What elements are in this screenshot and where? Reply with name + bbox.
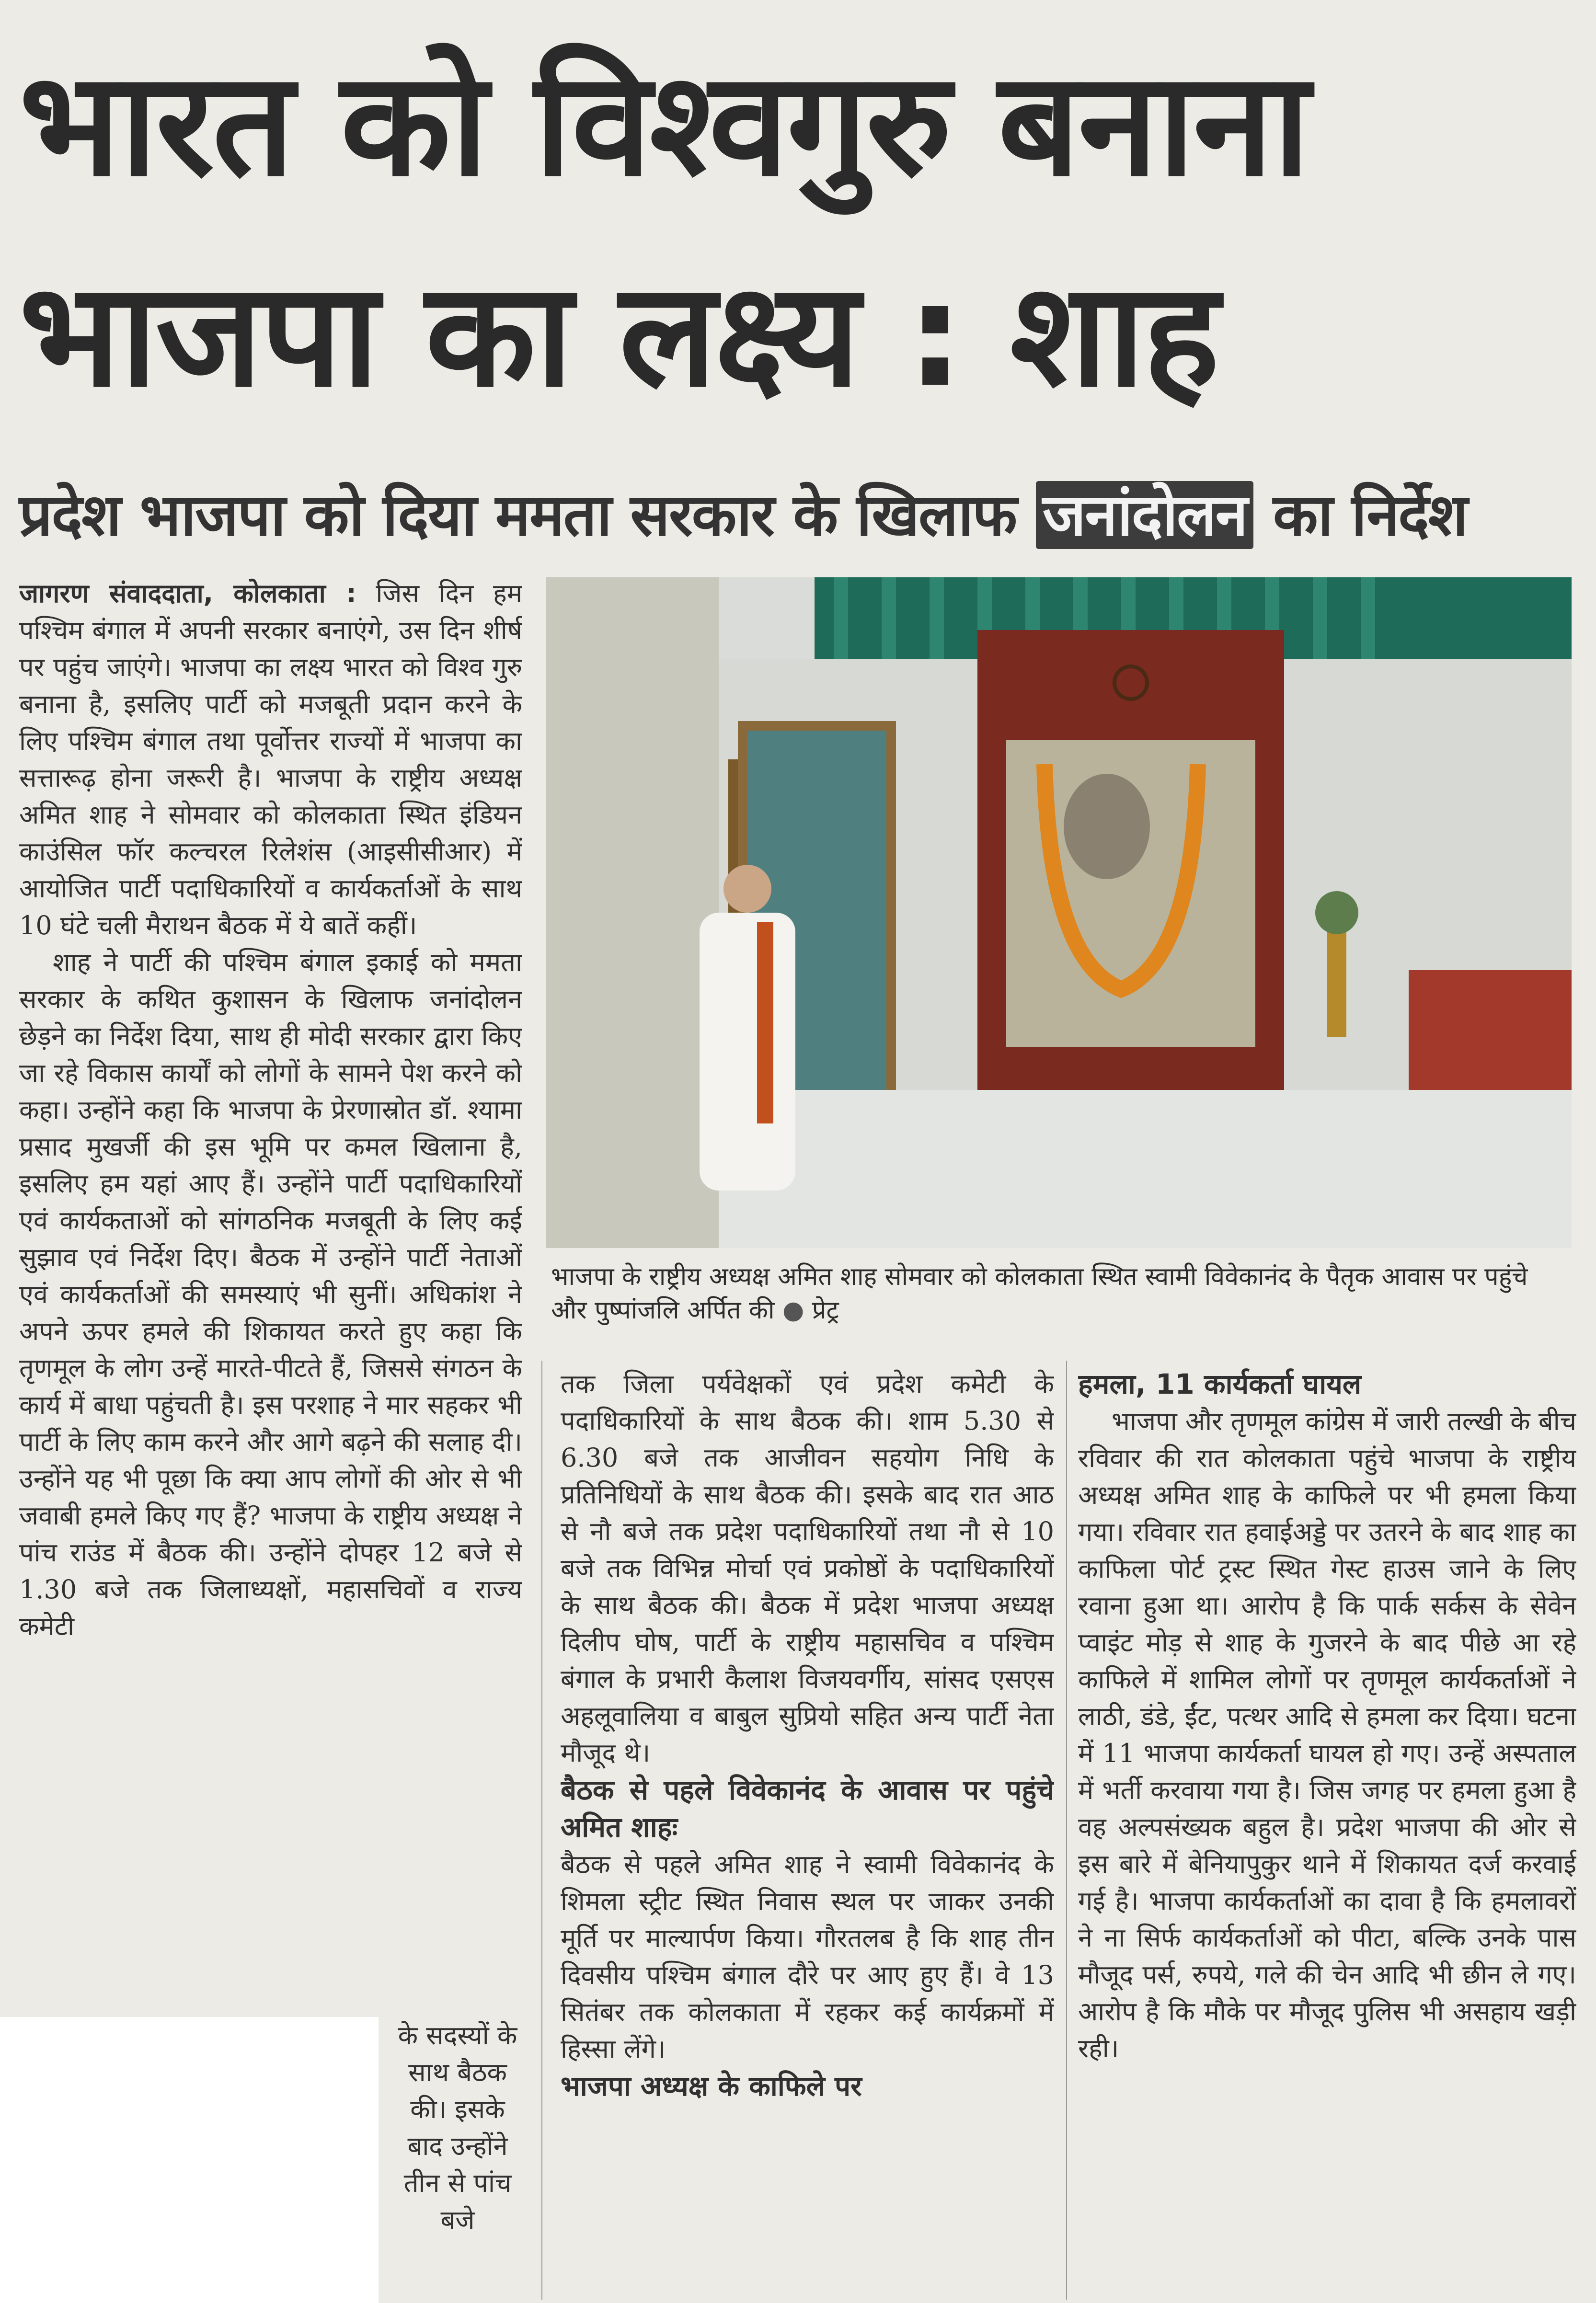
caption-text: भाजपा के राष्ट्रीय अध्यक्ष अमित शाह सोमवार को कोलकाता स्थित स्वामी विवेकानंद के पैतृक आवास पर पहुंचे और पुष्पांजलि अर्पित की — [551, 1262, 1528, 1325]
flowers — [1315, 891, 1358, 934]
column-2-para-1: तक जिला पर्यवेक्षकों एवं प्रदेश कमेटी के पदाधिकारियों के साथ बैठक की। शाम 5.30 से 6.30 बजे तक आजीवन सहयोग निधि के प्रतिनिधियों के साथ बैठक की। इसके बाद रात आठ से नौ बजे तक प्रदेश पदाधिकारियों तथा नौ से 10 बजे तक विभिन्न मोर्चा एवं प्रकोष्ठों के पदाधिकारियों के साथ बैठक की। बैठक में प्रदेश भाजपा अध्यक्ष दिलीप घोष, पार्टी के राष्ट्रीय महासचिव व पश्चिम बंगाल के प्रभारी कैलाश विजयवर्गीय, सांसद एसएस अहलूवालिया व बाबुल सुप्रियो सहित अन्य पार्टी नेता मौजूद थे। — [561, 1369, 1054, 1768]
photo-caption — [551, 1260, 1557, 1327]
column-2-subheading-2: भाजपा अध्यक्ष के काफिले पर — [561, 2070, 862, 2102]
column-3-subheading: हमला, 11 कार्यकर्ता घायल — [1078, 1368, 1362, 1400]
floor — [719, 1090, 1572, 1248]
person-head — [723, 865, 771, 913]
portrait-figure — [1064, 774, 1150, 879]
person-figure — [700, 913, 795, 1191]
column-2 — [561, 1365, 1054, 2300]
column-2-subheading-1: बैठक से पहले विवेकानंद के आवास पर पहुंचे अमित शाहः — [561, 1774, 1054, 1844]
column-3-para-1: भाजपा और तृणमूल कांग्रेस में जारी तल्खी के बीच रविवार की रात कोलकाता पहुंचे भाजपा के राष्ट्रीय अध्यक्ष अमित शाह के काफिले पर भी हमला किया गया। रविवार रात हवाईअड्डे पर उतरने के बाद शाह का काफिला पोर्ट ट्रस्ट स्थित गेस्ट हाउस जाने के लिए रवाना हुआ था। आरोप है कि पार्क सर्कस के सेवेन प्वाइंट मोड़ से शाह के गुजरने के बाद पीछे आ रहे काफिले में शामिल लोगों पर तृणमूल कार्यकर्ताओं ने लाठी, डंडे, ईंट, पत्थर आदि से हमला कर दिया। घटना में 11 भाजपा कार्यकर्ता घायल हो गए। उन्हें अस्पताल में भर्ती करवाया गया है। जिस जगह पर हमला हुआ है वह अल्पसंख्यक बहुल है। प्रदेश भाजपा की ओर से इस बारे में बेनियापुकुर थाने में शिकायत दर्ज करवाई गई है। भाजपा कार्यकर्ताओं का दावा है कि हमलावरों ने ना सिर्फ कार्यकर्ताओं को पीटा, बल्कि उनके पास मौजूद पर्स, रुपये, गले की चेन आदि भी छीन ले गए। आरोप है कि मौके पर मौजूद पुलिस भी असहाय खड़ी रही। — [1078, 1406, 1576, 2063]
column-divider-1 — [541, 1361, 542, 2300]
column-1-para-1: जिस दिन हम पश्चिम बंगाल में अपनी सरकार बनाएंगे, उस दिन शीर्ष पर पहुंच जाएंगे। भाजपा का लक्ष्य भारत को विश्व गुरु बनाना है, इसलिए पार्टी को मजबूती प्रदान करने के लिए पश्चिम बंगाल तथा पूर्वोत्तर राज्यों में भाजपा का सत्तारूढ़ होना जरूरी है। भाजपा के राष्ट्रीय अध्यक्ष अमित शाह ने सोमवार को कोलकाता स्थित इंडियन काउंसिल फॉर कल्चरल रिलेशंस (आइसीसीआर) में आयोजित पार्टी पदाधिकारियों व कार्यकर्ताओं के साथ 10 घंटे चली मैराथन बैठक में ये बातें कहीं। — [19, 578, 522, 940]
subheadline — [19, 481, 1576, 549]
news-photo — [546, 577, 1572, 1248]
byline: जागरण संवाददाता, कोलकाता : — [19, 578, 356, 608]
headline — [19, 19, 1576, 441]
column-2-para-2: बैठक से पहले अमित शाह ने स्वामी विवेकानंद के शिमला स्ट्रीट स्थित निवास स्थल पर जाकर उनकी मूर्ति पर माल्यार्पण किया। गौरतलब है कि शाह तीन दिवसीय पश्चिम बंगाल दौरे पर आए हुए हैं। वे 13 सितंबर तक कोलकाता में रहकर कई कार्यक्रमों में हिस्सा लेंगे। — [561, 1849, 1054, 2064]
bullet-icon: ● — [782, 1296, 812, 1325]
subheadline-end: का निर्देश — [1253, 481, 1467, 549]
subheadline-text: प्रदेश भाजपा को दिया ममता सरकार के खिलाफ — [19, 481, 1036, 549]
column-1-tail — [393, 2017, 522, 2300]
column-1-lead — [19, 575, 522, 944]
column-divider-2 — [1066, 1361, 1067, 2300]
column-3 — [1078, 1365, 1576, 2300]
photo-credit: प्रेट्र — [812, 1296, 839, 1325]
photo-illustration — [546, 577, 1572, 1248]
blank-area — [0, 2017, 379, 2303]
vase — [1327, 922, 1346, 1037]
left-wall — [546, 577, 719, 1248]
headline-line-2: भाजपा का लक्ष्य : शाह — [19, 252, 1218, 419]
headline-line-1: भारत को विश्वगुरु बनाना — [19, 41, 1309, 208]
column-1 — [19, 575, 522, 2017]
person-scarf — [757, 922, 773, 1123]
column-1-para-2: शाह ने पार्टी की पश्चिम बंगाल इकाई को ममता सरकार के कथित कुशासन के खिलाफ जनांदोलन छेड़ने का निर्देश दिया, साथ ही मोदी सरकार द्वारा किए जा रहे विकास कार्यों को लोगों के सामने पेश करने को कहा। उन्होंने कहा कि भाजपा के प्रेरणास्रोत डॉ. श्यामा प्रसाद मुखर्जी की इस भूमि पर कमल खिलाना है, इसलिए हम यहां आए हैं। उन्होंने पार्टी पदाधिकारियों एवं कार्यकताओं को सांगठनिक मजबूती के लिए कई सुझाव एवं निर्देश दिए। बैठक में उन्होंने पार्टी नेताओं एवं कार्यकर्ताओं की समस्याएं भी सुनीं। अधिकांश ने अपने ऊपर हमले की शिकायत करते हुए कहा कि तृणमूल के लोग उन्हें मारते-पीटते हैं, जिससे संगठन के कार्य में बाधा पहुंचती है। इस परशाह ने मार सहकर भी पार्टी के लिए काम करने और आगे बढ़ने की सलाह दी। उन्होंने यह भी पूछा कि क्या आप लोगों की ओर से भी जवाबी हमले किए गए हैं? भाजपा के राष्ट्रीय अध्यक्ष ने पांच राउंड में बैठक की। उन्होंने दोपहर 12 बजे से 1.30 बजे तक जिलाध्यक्षों, महासचिवों व राज्य कमेटी — [19, 947, 522, 1641]
subheadline-highlight: जनांदोलन — [1036, 481, 1254, 549]
column-1-tail-text: के सदस्यों के साथ बैठक की। इसके बाद उन्होंने तीन से पांच बजे — [398, 2020, 517, 2235]
